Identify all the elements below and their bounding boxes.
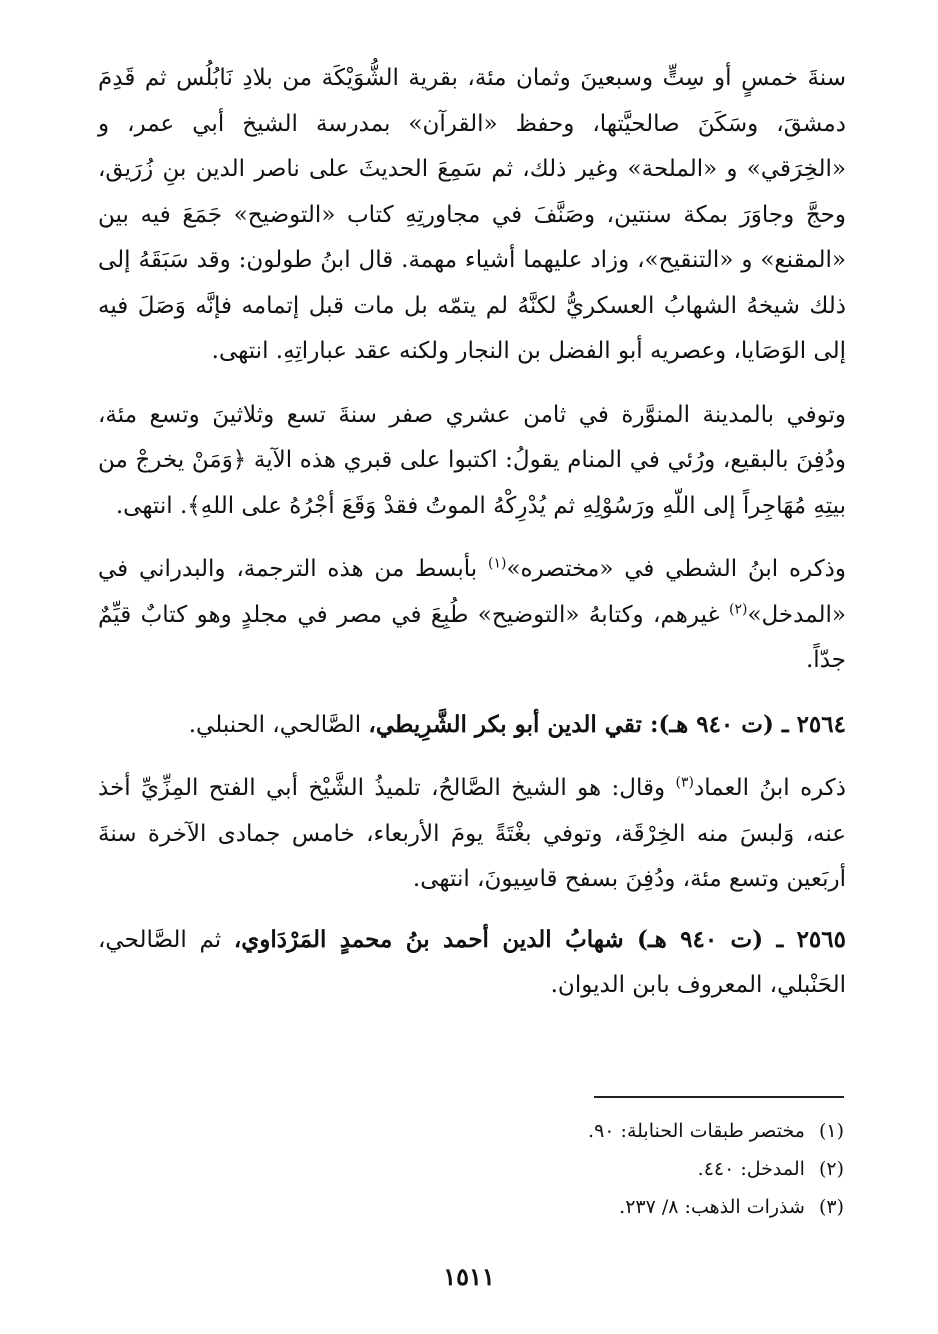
entry-rest-2564: الصَّالحي، الحنبلي. (188, 711, 369, 738)
footnotes (424, 1112, 844, 1226)
paragraph-death: وتوفي بالمدينة المنوَّرة في ثامن عشري صفر سنةَ تسع وثلاثينَ وتسع مئة، ودُفِنَ بالبقيع، ورُئي في المنام يقولُ: اكتبوا على قبري هذه الآية ﴿وَمَنْ يخرجْ من بيتِهِ مُهَاجِراً إلى اللّهِ ورَسُوْلِهِ ثم يُدْرِكْهُ الموتُ فقدْ وَقَعَ أجْرُهُ على اللهِ﴾. انتهى. (98, 401, 846, 519)
paragraph-sources-part1: وذكره ابنُ الشطي في «مختصره» (506, 556, 846, 582)
paragraph-sources-part2: بأبسط من هذه الترجمة، والبدراني في «المدخل» (98, 556, 846, 628)
footnote-1 (424, 1112, 844, 1150)
main-text (98, 56, 846, 1027)
entry-rest-2565: ثم الصَّالحي، الحَنْبلي، المعروف بابن الديوان. (98, 926, 846, 998)
footnote-text-1: مختصر طبقات الحنابلة: ٩٠. (588, 1120, 805, 1142)
paragraph-ibn-al-imad-part1: ذكره ابنُ العماد (693, 775, 846, 801)
footnote-ref-2[interactable]: (٢) (728, 600, 748, 617)
footnote-mark-3: (٣) (818, 1196, 844, 1218)
entry-number-2565: ٢٥٦٥ ـ (ت ٩٤٠ هـ) (636, 925, 846, 953)
footnote-divider (594, 1096, 844, 1098)
footnote-2 (424, 1150, 844, 1188)
page-number: ١٥١١ (443, 1262, 495, 1291)
footnote-mark-1: (١) (818, 1120, 844, 1142)
entry-heading-2564 (98, 702, 846, 749)
entry-name-2565: شهابُ الدين أحمد بنُ محمدٍ المَرْدَاوي، (233, 925, 637, 953)
entry-heading-2565 (98, 917, 846, 1009)
entry-name-2564: تقي الدين أبو بكر الشَّرِيطي، (368, 710, 650, 738)
paragraph-biography-continued: سنةَ خمسٍ أو سِتٍّ وسبعينَ وثمان مئة، بقرية الشُّوَيْكَة من بلادِ نَابُلُس ثم قَدِمَ دمشقَ، وسَكَنَ صالحيَّتها، وحفظ «القرآن» بمدرسة الشيخ أبي عمر، و «الخِرَقي» و «الملحة» وغير ذلك، ثم سَمِعَ الحديثَ على ناصر الدين بنِ زُرَيق، وحجَّ وجاوَرَ بمكة سنتين، وصَنَّفَ في مجاورتِهِ كتاب «التوضيح» جَمَعَ فيه بين «المقنع» و «التنقيح»، وزاد عليهما أشياء مهمة. قال ابنُ طولون: وقد سَبَقَهُ إلى ذلك شيخهُ الشهابُ العسكريُّ لكنَّهُ لم يتمّه بل مات قبل إتمامه فإنَّه وَصَلَ فيه إلى الوَصَايا، وعصريه أبو الفضل بن النجار ولكنه عقد عباراتِهِ. انتهى. (98, 65, 846, 364)
footnote-ref-1[interactable]: (١) (488, 555, 507, 572)
paragraph-sources (98, 547, 846, 684)
footnote-3 (424, 1188, 844, 1226)
footnote-text-3: شذرات الذهب: ٨/ ٢٣٧. (619, 1196, 805, 1218)
paragraph-ibn-al-imad-part2: وقال: هو الشيخ الصَّالحُ، تلميذُ الشَّيْخ أبي الفتح المِزِّيِّ أخذ عنه، وَلبسَ منه الخِرْقَة، وتوفي بغْتَةً يومَ الأربعاء، خامس جمادى الآخرة سنةَ أربَعين وتسع مئة، ودُفِنَ بسفح قاسِيونَ، انتهى. (98, 775, 846, 892)
footnote-mark-2: (٢) (818, 1158, 844, 1180)
paragraph-sources-part3: غيرهم، وكتابهُ «التوضيح» طُبِعَ في مصر في مجلدٍ وهو كتابٌ قيِّمٌ جدّاً. (98, 601, 846, 673)
paragraph-ibn-al-imad (98, 766, 846, 903)
footnote-text-2: المدخل: ٤٤٠. (697, 1158, 805, 1180)
footnote-ref-3[interactable]: (٣) (675, 774, 694, 791)
entry-number-2564: ٢٥٦٤ ـ (ت ٩٤٠ هـ): (649, 710, 846, 738)
